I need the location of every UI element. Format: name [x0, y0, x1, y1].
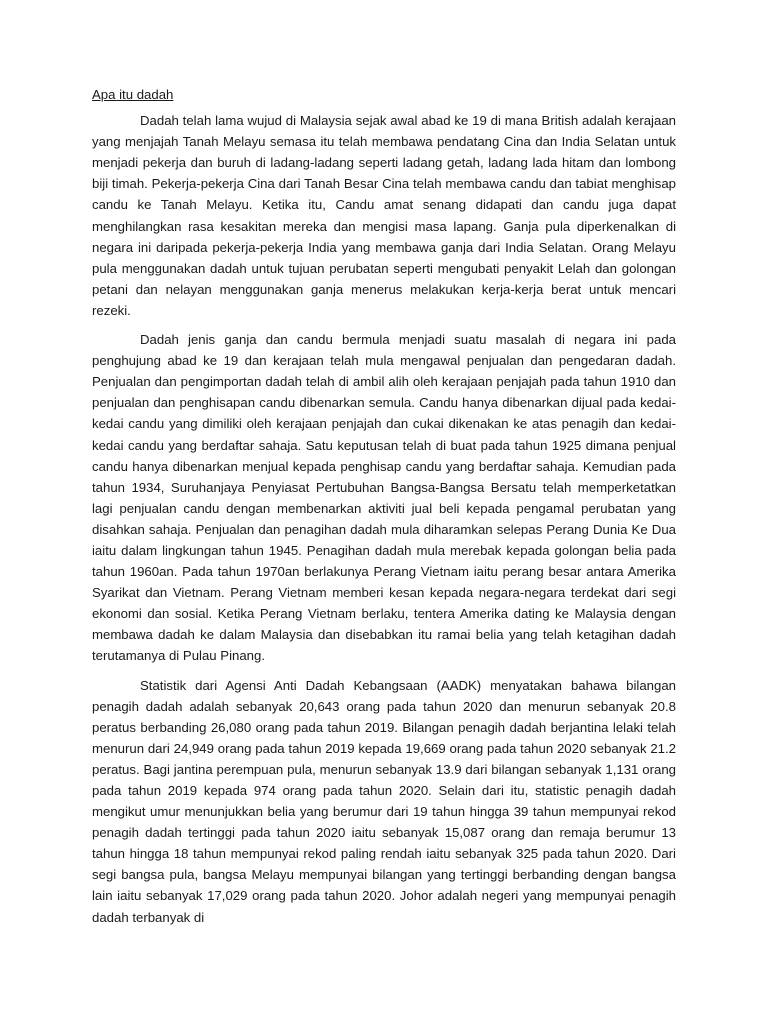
document-heading: Apa itu dadah: [92, 87, 174, 102]
paragraph-2: Dadah jenis ganja dan candu bermula menjadi suatu masalah di negara ini pada penghujung abad ke 19 dan kerajaan telah mula mengawal penjualan dan pengedaran dadah. Penjualan dan pengimportan dadah telah di ambil alih oleh kerajaan penjajah pada tahun 1910 dan penjualan dan penghisapan candu dibenarkan semula. Candu hanya dibenarkan dijual pada kedai-kedai candu yang dimiliki oleh kerajaan penjajah dan cukai dikenakan ke atas penagih dan kedai-kedai candu yang berdaftar sahaja. Satu keputusan telah di buat pada tahun 1925 dimana penjual candu hanya dibenarkan menjual kepada penghisap candu yang berdaftar sahaja. Kemudian pada tahun 1934, Suruhanjaya Penyiasat Pertubuhan Bangsa-Bangsa Bersatu telah memperketatkan lagi penjualan candu dengan membenarkan aktiviti jual beli kepada pengamal perubatan yang disahkan sahaja. Penjualan dan penagihan dadah mula diharamkan selepas Perang Dunia Ke Dua iaitu dalam lingkungan tahun 1945. Penagihan dadah mula merebak kepada golongan belia pada tahun 1960an. Pada tahun 1970an berlakunya Perang Vietnam iaitu perang besar antara Amerika Syarikat dan Vietnam. Perang Vietnam memberi kesan kepada negara-negara terdekat dari segi ekonomi dan sosial. Ketika Perang Vietnam berlaku, tentera Amerika dating ke Malaysia dengan membawa dadah ke dalam Malaysia dan disebabkan itu ramai belia yang telah ketagihan dadah terutamanya di Pulau Pinang.: [92, 332, 676, 664]
document-page: [92, 84, 676, 936]
paragraph-1: Dadah telah lama wujud di Malaysia sejak awal abad ke 19 di mana British adalah kerajaan yang menjajah Tanah Melayu semasa itu telah membawa pendatang Cina dan India Selatan untuk menjadi pekerja dan buruh di ladang-ladang seperti ladang getah, ladang lada hitam dan lombong biji timah. Pekerja-pekerja Cina dari Tanah Besar Cina telah membawa candu dan tabiat menghisap candu ke Tanah Melayu. Ketika itu, Candu amat senang didapati dan candu juga dapat menghilangkan rasa kesakitan mereka dan mengisi masa lapang. Ganja pula diperkenalkan di negara ini daripada pekerja-pekerja India yang membawa ganja dari India Selatan. Orang Melayu pula menggunakan dadah untuk tujuan perubatan seperti mengubati penyakit Lelah dan golongan petani dan nelayan menggunakan ganja menerus melakukan kerja-kerja berat untuk mencari rezeki.: [92, 113, 676, 318]
paragraph-3: Statistik dari Agensi Anti Dadah Kebangsaan (AADK) menyatakan bahawa bilangan penagih dadah adalah sebanyak 20,643 orang pada tahun 2020 dan menurun sebanyak 20.8 peratus berbanding 26,080 orang pada tahun 2019. Bilangan penagih dadah berjantina lelaki telah menurun dari 24,949 orang pada tahun 2019 kepada 19,669 orang pada tahun 2020 sebanyak 21.2 peratus. Bagi jantina perempuan pula, menurun sebanyak 13.9 dari bilangan sebanyak 1,131 orang pada tahun 2019 kepada 974 orang pada tahun 2020. Selain dari itu, statistic penagih dadah mengikut umur menunjukkan belia yang berumur dari 19 tahun hingga 39 tahun mempunyai rekod penagih dadah tertinggi pada tahun 2020 iaitu sebanyak 15,087 orang dan remaja berumur 13 tahun hingga 18 tahun mempunyai rekod paling rendah iaitu sebanyak 325 pada tahun 2020. Dari segi bangsa pula, bangsa Melayu mempunyai bilangan yang tertinggi berbanding dengan bangsa lain iaitu sebanyak 17,029 orang pada tahun 2020. Johor adalah negeri yang mempunyai penagih dadah terbanyak di: [92, 677, 676, 925]
